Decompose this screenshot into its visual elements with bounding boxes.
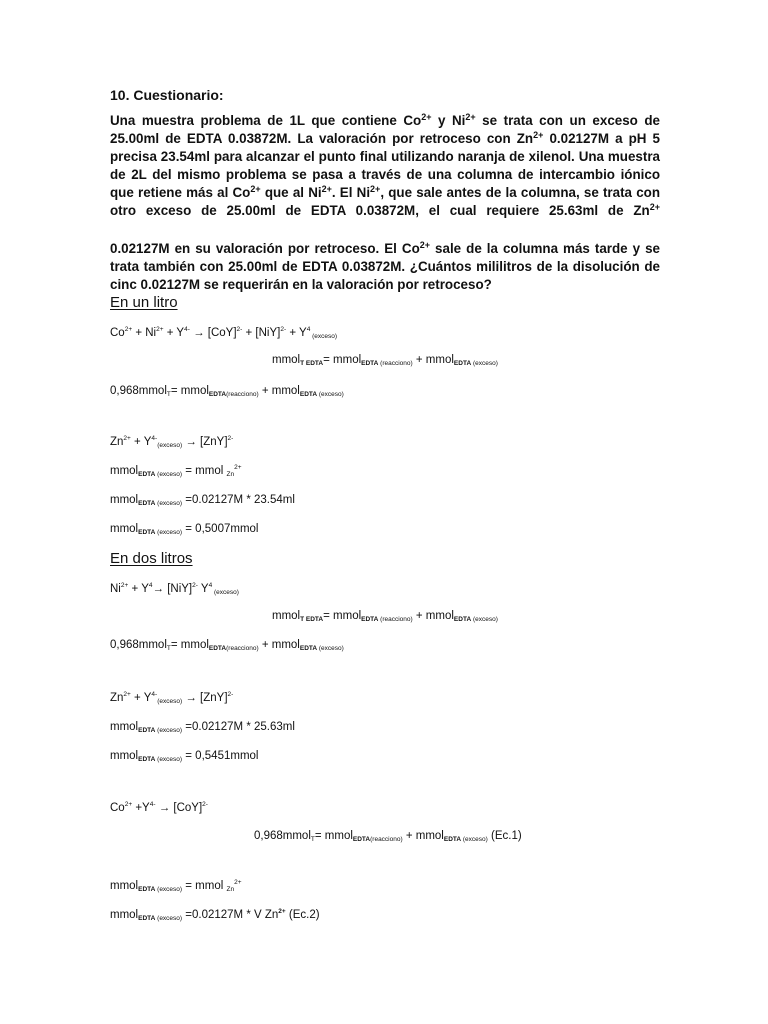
equation-1: $Co^{2+} + Ni^{2+} + Y^{4-} \to [CoY]^{2-} + [NiY]^{2-} + Y^4$ $_{(exceso)}$ xyxy=(110,326,338,340)
problem-paragraph-1: Una muestra problema de 1L que contiene $Co^{2+}$ y $Ni^{2+}$ se trata con un exceso de 25.00ml de EDTA 0.03872M. La valoración por retroceso con $Zn^{2+}$ 0.02127M a pH 5 precisa 23.54ml para alcanzar el punto final utilizando naranja de xilenol. Una muestra de 2L del mismo problema se pasa a través de una columna de intercambio iónico que retiene más al $Co^{2+}$ que al $Ni^{2+}$. El $Ni^{2+}$, que sale antes de la columna, se trata con otro exceso de 25.00ml de EDTA 0.03872M, el cual requiere 25.63ml de $Zn^{2+}$ xyxy=(110,112,661,218)
equation-2: mmol$_{T EDTA}$= mmol$_{EDTA}$ $_{(reacciono)}$ + mmol$_{EDTA}$ $_{(exceso)}$ xyxy=(272,354,498,367)
page-title: 10. Cuestionario: xyxy=(110,87,224,103)
equation-17: mmol$_{EDTA}$ $_{(exceso)}$ =0.02127M * V $Zn^{2+}$ (Ec.2) xyxy=(110,908,320,922)
equation-7: mmol$_{EDTA}$ $_{(exceso)}$ = 0,5007mmol xyxy=(110,523,259,536)
equation-5: mmol$_{EDTA}$ $_{(exceso)}$ = mmol $_{Zn}^{2+}$ xyxy=(110,464,242,478)
equation-12: mmol$_{EDTA}$ $_{(exceso)}$ =0.02127M * 25.63ml xyxy=(110,721,295,734)
equation-10: 0,968mmol$_T$= mmol$_{EDTA(reacciono)}$ + mmol$_{EDTA}$ $_{(exceso)}$ xyxy=(110,639,344,652)
equation-6: mmol$_{EDTA}$ $_{(exceso)}$ =0.02127M * 23.54ml xyxy=(110,494,295,507)
section-heading-two-liters: En dos litros xyxy=(110,550,193,567)
equation-4: $Zn^{2+} + Y^{4-}_{(exceso)} \to [ZnY]^{2-}$ xyxy=(110,435,234,449)
equation-13: mmol$_{EDTA}$ $_{(exceso)}$ = 0,5451mmol xyxy=(110,750,259,763)
equation-16: mmol$_{EDTA}$ $_{(exceso)}$ = mmol $_{Zn}^{2+}$ xyxy=(110,879,242,893)
equation-15: 0,968mmol$_T$= mmol$_{EDTA(reacciono)}$ + mmol$_{EDTA}$ $_{(exceso)}$ (Ec.1) xyxy=(254,830,522,843)
equation-11: $Zn^{2+} + Y^{4-}_{(exceso)} \to [ZnY]^{2-}$ xyxy=(110,691,234,705)
section-heading-one-liter: En un litro xyxy=(110,294,178,311)
equation-9: mmol$_{T EDTA}$= mmol$_{EDTA}$ $_{(reacciono)}$ + mmol$_{EDTA}$ $_{(exceso)}$ xyxy=(272,610,498,623)
problem-paragraph-2: 0.02127M en su valoración por retroceso. El $Co^{2+}$ sale de la columna más tarde y se trata también con 25.00ml de EDTA 0.03872M. ¿Cuántos mililitros de la disolución de cinc 0.02127M se requerirán en la valoración por retroceso? xyxy=(110,240,660,292)
equation-3: 0,968mmol$_T$= mmol$_{EDTA(reacciono)}$ + mmol$_{EDTA}$ $_{(exceso)}$ xyxy=(110,385,344,398)
equation-8: $Ni^{2+} + Y^4\to [NiY]^{2-}$ $Y^4$ $_{(exceso)}$ xyxy=(110,582,239,596)
equation-14: $Co^{2+} +Y^{4-} \to [CoY]^{2-}$ xyxy=(110,801,208,814)
